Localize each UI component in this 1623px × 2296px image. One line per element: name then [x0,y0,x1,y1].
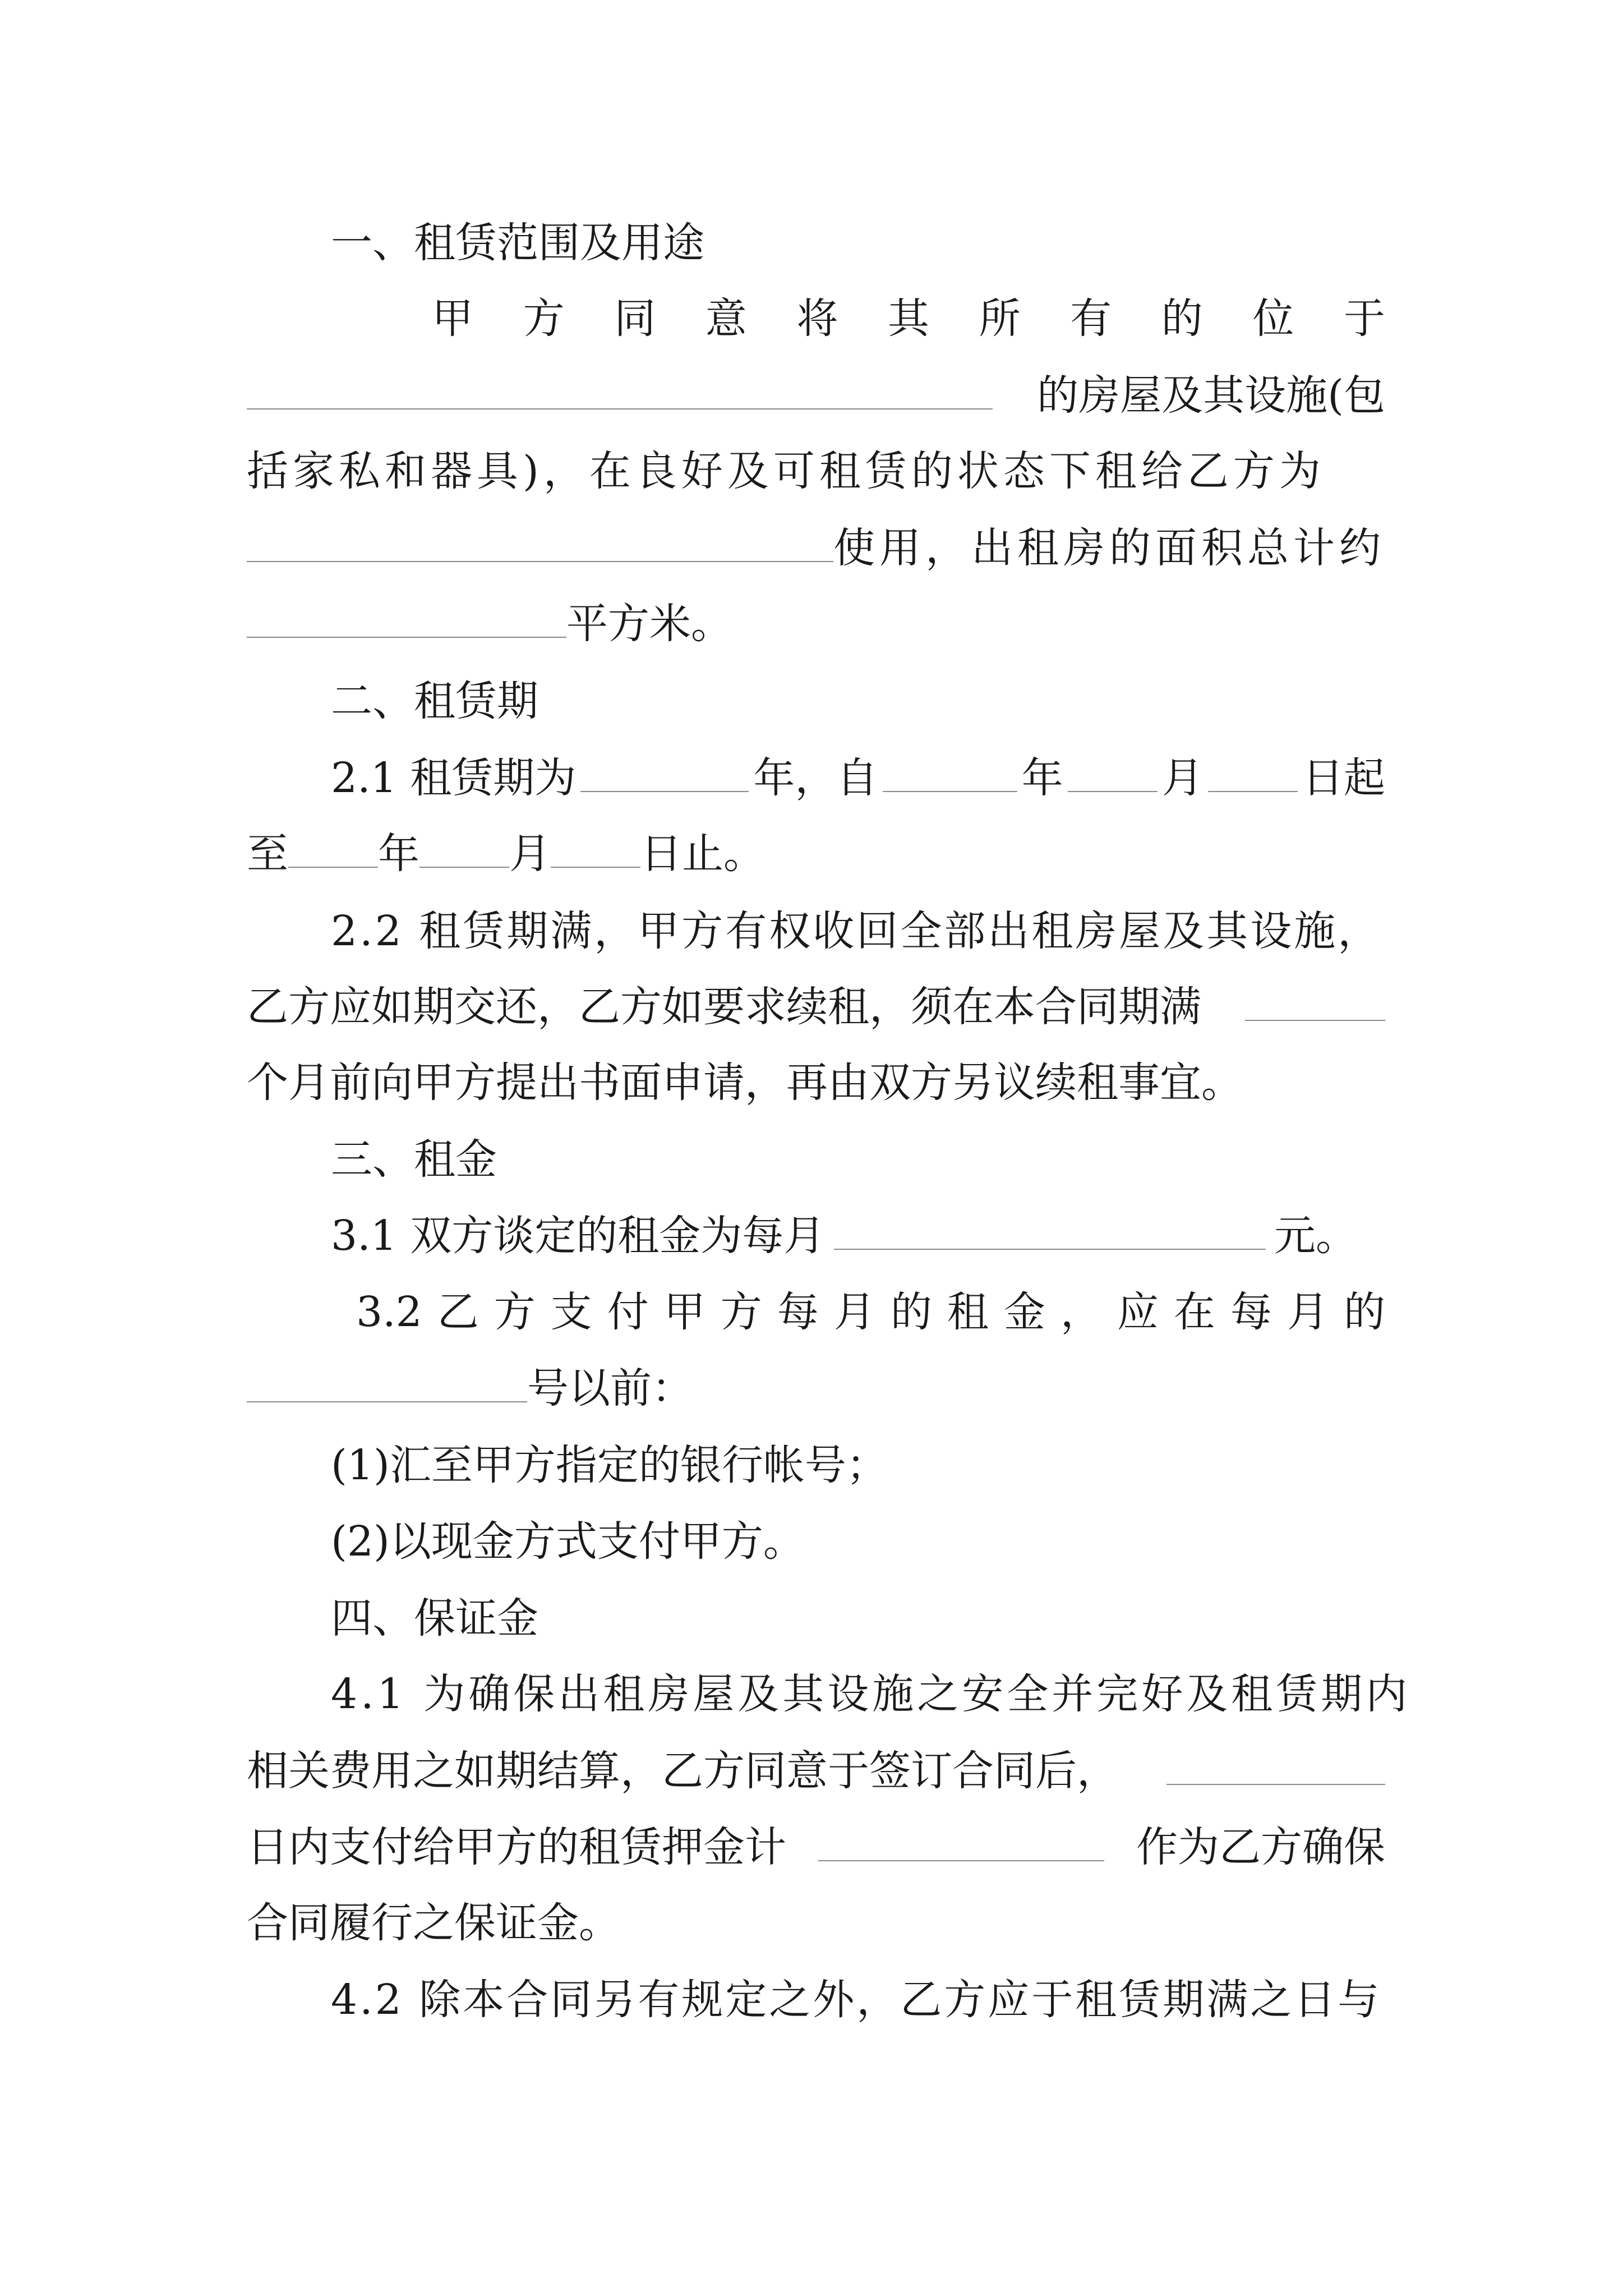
section-1-line-4: 括家私和器具)，在良好及可租赁的状态下租给乙方为 [247,447,1325,495]
fill-blank-start-month[interactable] [1068,756,1158,792]
section-4-p41-line-1: 4.1 为确保出租房屋及其设施之安全并完好及租赁期内 [331,1670,1411,1718]
section-2-p22-line-1: 2.2 租赁期满，甲方有权收回全部出租房屋及其设施， [331,907,1382,955]
char: 方 [720,1288,762,1336]
char: 付 [607,1288,649,1336]
fill-blank-start-year[interactable] [883,756,1017,792]
char: 乙 [437,1288,479,1336]
section-2-heading: 二、租赁期 [331,677,538,725]
char: 位 [1252,295,1294,343]
char: 的 [890,1288,932,1336]
fill-blank-lease-years[interactable] [580,756,749,792]
char: 意 [705,295,747,343]
char: 应 [1117,1288,1159,1336]
char: 于 [1343,295,1385,343]
char: 3.2 [356,1288,422,1336]
char: 甲 [663,1288,706,1336]
fill-blank-end-day[interactable] [551,832,640,868]
char: 在 [1173,1288,1215,1336]
char: 方 [523,295,565,343]
section-4-p42-line-1: 4.2 除本合同另有规定之外，乙方应于租赁期满之日与 [331,1976,1382,2024]
char: 的 [1343,1288,1385,1336]
section-4-p41-line-4: 合同履行之保证金。 [247,1899,620,1947]
fill-blank-renewal-months[interactable] [1245,985,1385,1021]
section-3-item-2: (2)以现金方式支付甲方。 [331,1517,805,1566]
char: 方 [494,1288,536,1336]
char: 租 [947,1288,989,1336]
section-1-line-2 [432,291,1385,347]
char: 所 [979,295,1021,343]
fill-blank-start-day[interactable] [1208,756,1298,792]
section-2-p22-line-2: 乙方应如期交还，乙方如要求续租，须在本合同期满 [247,979,1385,1035]
fill-blank-deposit-days[interactable] [1166,1749,1385,1785]
section-2-p21-line-2: 至 年 月 日止。 [247,830,765,878]
fill-blank-area[interactable] [247,602,566,638]
section-1-line-6: 平方米。 [247,596,1385,652]
section-1-line-5: 使用，出租房的面积总计约 [247,520,1385,576]
char: 同 [614,295,656,343]
section-2-p21-line-1: 2.1 租赁期为 年，自 年 月 日起 [331,754,1385,802]
section-2-p22-line-3: 个月前向甲方提出书面申请，再由双方另议续租事宜。 [247,1059,1243,1107]
fill-blank-address[interactable] [247,374,993,409]
char: ， [1060,1288,1102,1336]
section-3-p31: 3.1 双方谈定的租金为每月 元。 [331,1212,1357,1260]
fill-blank-end-month[interactable] [419,832,509,868]
char: 将 [796,295,838,343]
fill-blank-usage[interactable] [247,526,833,562]
section-4-heading: 四、保证金 [331,1594,538,1642]
char: 甲 [432,295,473,343]
char: 金 [1003,1288,1045,1336]
section-3-p32-line-2: 号以前： [247,1360,1385,1416]
section-4-p41-line-3: 日内支付给甲方的租赁押金计 作为乙方确保 [247,1823,1385,1871]
char: 每 [1230,1288,1272,1336]
section-3-heading: 三、租金 [331,1135,497,1184]
section-3-item-1: (1)汇至甲方指定的银行帐号； [331,1441,888,1489]
section-1-heading: 一、租赁范围及用途 [331,219,704,267]
char: 月 [1287,1288,1329,1336]
char: 月 [833,1288,875,1336]
char: 的 [1161,295,1203,343]
char: 其 [887,295,929,343]
section-4-p41-line-2: 相关费用之如期结算，乙方同意于签订合同后， [247,1743,1385,1799]
fill-blank-monthly-rent[interactable] [834,1214,1266,1250]
char: 支 [550,1288,592,1336]
char: 每 [777,1288,819,1336]
char: 有 [1070,295,1112,343]
fill-blank-end-year[interactable] [288,832,378,868]
section-3-p32-line-1 [356,1284,1385,1340]
section-1-line-3: 的房屋及其设施(包 [247,367,1385,424]
fill-blank-deposit-amount[interactable] [818,1825,1104,1861]
fill-blank-pay-day[interactable] [247,1366,527,1402]
